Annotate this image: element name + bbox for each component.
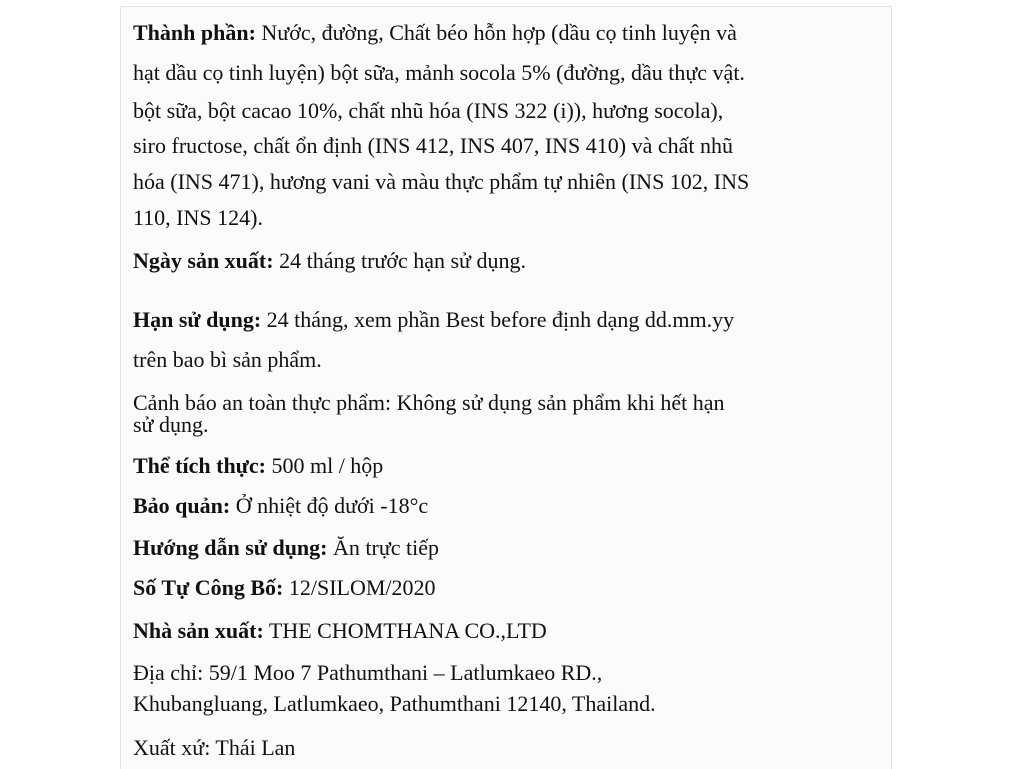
volume-line	[133, 451, 383, 481]
warning-line-1: Cảnh báo an toàn thực phẩm: Không sử dụng sản phẩm khi hết hạn	[133, 390, 725, 415]
warning-line-2: sử dụng.	[133, 412, 209, 437]
address-line-2: Khubangluang, Latlumkaeo, Pathumthani 12140, Thailand.	[133, 691, 656, 716]
manufacture-date-heading: Ngày sản xuất:	[133, 248, 274, 273]
announcement-heading: Số Tự Công Bố:	[133, 575, 284, 600]
manufacturer-line	[133, 616, 547, 646]
usage-line	[133, 533, 439, 563]
expiry-line-1	[133, 305, 734, 335]
ingredients-line-5: hóa (INS 471), hương vani và màu thực phẩm tự nhiên (INS 102, INS	[133, 169, 750, 194]
ingredients-line-6: 110, INS 124).	[133, 205, 263, 230]
address-line-1: Địa chỉ: 59/1 Moo 7 Pathumthani – Latlumkaeo RD.,	[133, 660, 603, 685]
ingredients-line-4: siro fructose, chất ổn định (INS 412, INS 407, INS 410) và chất nhũ	[133, 133, 734, 158]
storage-text: Ở nhiệt độ dưới -18°c	[230, 493, 429, 518]
announcement-text: 12/SILOM/2020	[283, 575, 436, 600]
origin-line: Xuất xứ: Thái Lan	[133, 735, 296, 760]
announcement-line	[133, 573, 436, 603]
ingredients-line-2: hạt dầu cọ tinh luyện) bột sữa, mảnh socola 5% (đường, dầu thực vật.	[133, 60, 745, 85]
expiry-heading: Hạn sử dụng:	[133, 307, 262, 332]
volume-text: 500 ml / hộp	[265, 453, 384, 478]
storage-heading: Bảo quản:	[133, 493, 231, 518]
ingredients-heading: Thành phần:	[133, 20, 256, 45]
manufacture-date-text: 24 tháng trước hạn sử dụng.	[273, 248, 526, 273]
manufacturer-heading: Nhà sản xuất:	[133, 618, 264, 643]
storage-line	[133, 491, 428, 521]
manufacturer-text: THE CHOMTHANA CO.,LTD	[263, 618, 547, 643]
expiry-text: 24 tháng, xem phần Best before định dạng dd.mm.yy	[261, 307, 735, 332]
volume-heading: Thể tích thực:	[133, 453, 266, 478]
ingredients-line-1	[133, 18, 737, 48]
usage-heading: Hướng dẫn sử dụng:	[133, 535, 328, 560]
manufacture-date-line	[133, 246, 526, 276]
ingredients-text-1: Nước, đường, Chất béo hỗn hợp (dầu cọ tinh luyện và	[255, 20, 737, 45]
ingredients-line-3: bột sữa, bột cacao 10%, chất nhũ hóa (INS 322 (i)), hương socola),	[133, 98, 724, 123]
usage-text: Ăn trực tiếp	[327, 535, 440, 560]
expiry-line-2: trên bao bì sản phẩm.	[133, 347, 322, 372]
